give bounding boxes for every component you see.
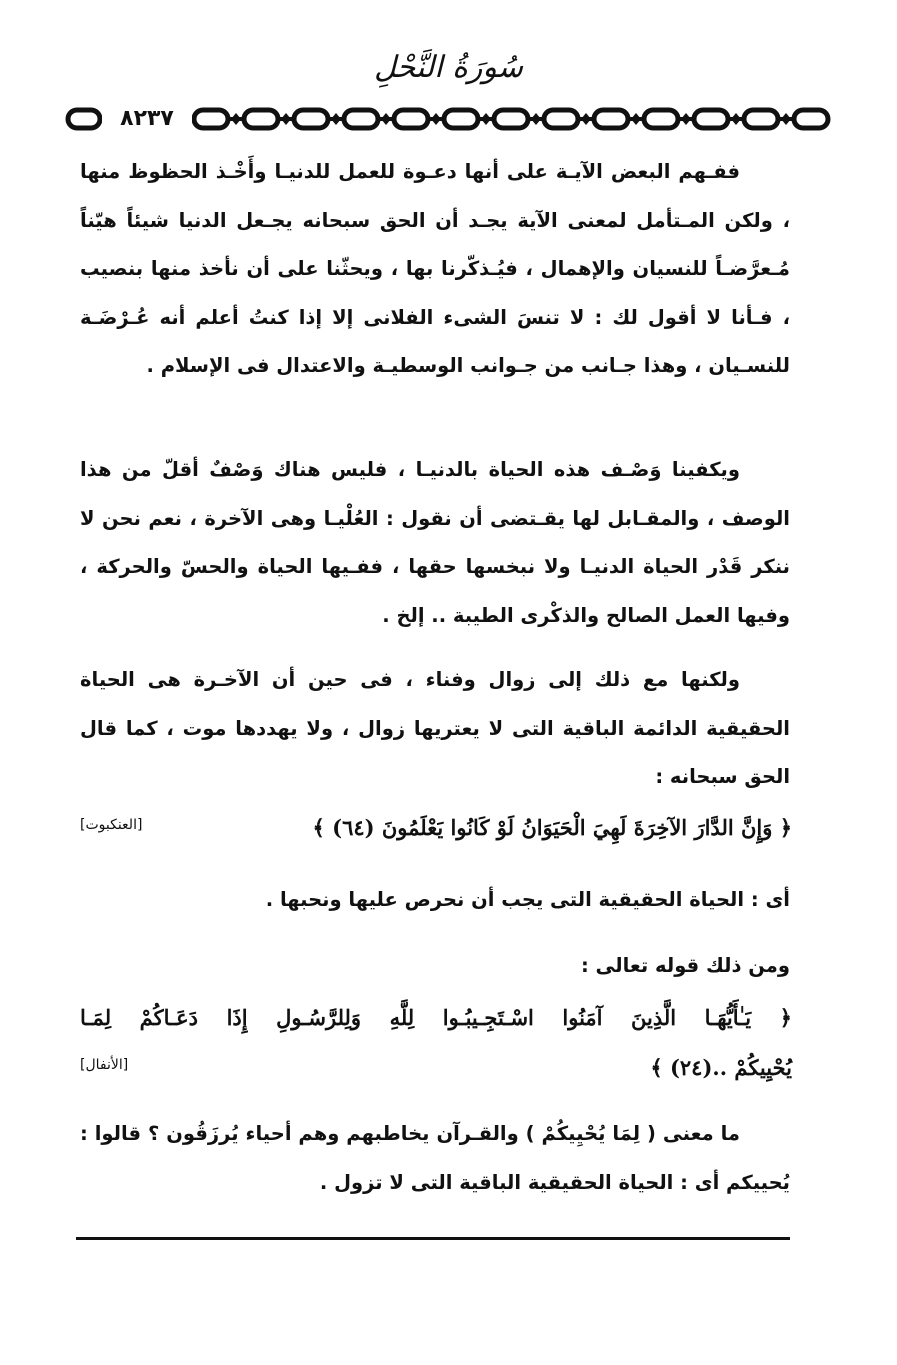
verse-intro: ومن ذلك قوله تعالى : — [580, 954, 790, 977]
page-number: ٨٢٣٧ — [102, 104, 192, 134]
quran-verse-anfal-line-2 — [80, 1044, 792, 1092]
verse-reference: [الأنفال] — [80, 1057, 129, 1073]
footer-divider — [76, 1237, 790, 1240]
verse-text: يُحْيِيكُمْ ..(٢٤) ﴾ — [650, 1055, 792, 1080]
verse-explanation: أى : الحياة الحقيقية التى يجب أن نحرص عليها ونحبها . — [265, 888, 790, 911]
surah-title: سُورَةُ النَّحْلِ — [374, 50, 523, 85]
paragraph-3: ولكنها مع ذلك إلى زوال وفناء ، فى حين أن الآخـرة هى الحياة الحقيقية الدائمة الباقية التى لا يعتريها زوال ، ولا يهددها موت ، كما قال الحق سبحانه : — [80, 668, 790, 788]
verse-text: ﴿ يَـٰأَيُّهَـا الَّذِينَ آمَنُوا اسْـتَجِـيبُـوا لِلَّهِ وَلِلرَّسُـولِ إِذَا دَعَـاكُمْ لِمَـا — [80, 1005, 792, 1030]
paragraph-1: ففـهم البعض الآيـة على أنها دعـوة للعمل للدنيـا وأَخْـذ الحظوظ منها ، ولكن المـتأمل لمعنى الآية يجـد أن الحق سبحانه يجـعل الدنيا شيئاً هيّناً مُـعرَّضـاً للنسيان والإهمال ، فيُـذكّرنا بها ، ويحثّنا على أن نأخذ منها بنصيب ، فـأنا لا أقول لك : لا تنسَ الشىء الفلانى إلا إذا كنتُ أعلم أنه عُـرْضَـة للنسـيان ، وهذا جـانب من جـوانب الوسطيـة والاعتدال فى الإسلام . — [80, 160, 790, 377]
quran-verse-anfal-line-1 — [80, 994, 792, 1042]
paragraph-2: ويكفينا وَصْـف هذه الحياة بالدنيـا ، فليس هناك وَصْفٌ أقلّ من هذا الوصف ، والمقـابل لها يقـتضى أن نقول : العُلْيـا وهى الآخرة ، نعم نحن لا ننكر قَدْر الحياة الدنيـا ولا نبخسها حقها ، ففـيها الحياة والحسّ والحركة ، وفيها العمل الصالح والذكْرى الطيبة .. إلخ . — [80, 458, 790, 627]
verse-reference: [العنكبوت] — [80, 817, 143, 833]
quran-verse-ankabut — [80, 804, 792, 852]
paragraph-4: ما معنى ( لِمَا يُحْيِيكُمْ ) والقـرآن يخاطبهم وهم أحياء يُرزَقُون ؟ قالوا : يُحييكم أى : الحياة الحقيقية الباقية التى لا تزول . — [80, 1122, 790, 1194]
verse-text: ﴿ وَإِنَّ الدَّارَ الآخِرَةَ لَهِيَ الْحَيَوَانُ لَوْ كَانُوا يَعْلَمُونَ (٦٤) ﴾ — [312, 815, 792, 840]
ornamental-header-band — [64, 102, 836, 136]
